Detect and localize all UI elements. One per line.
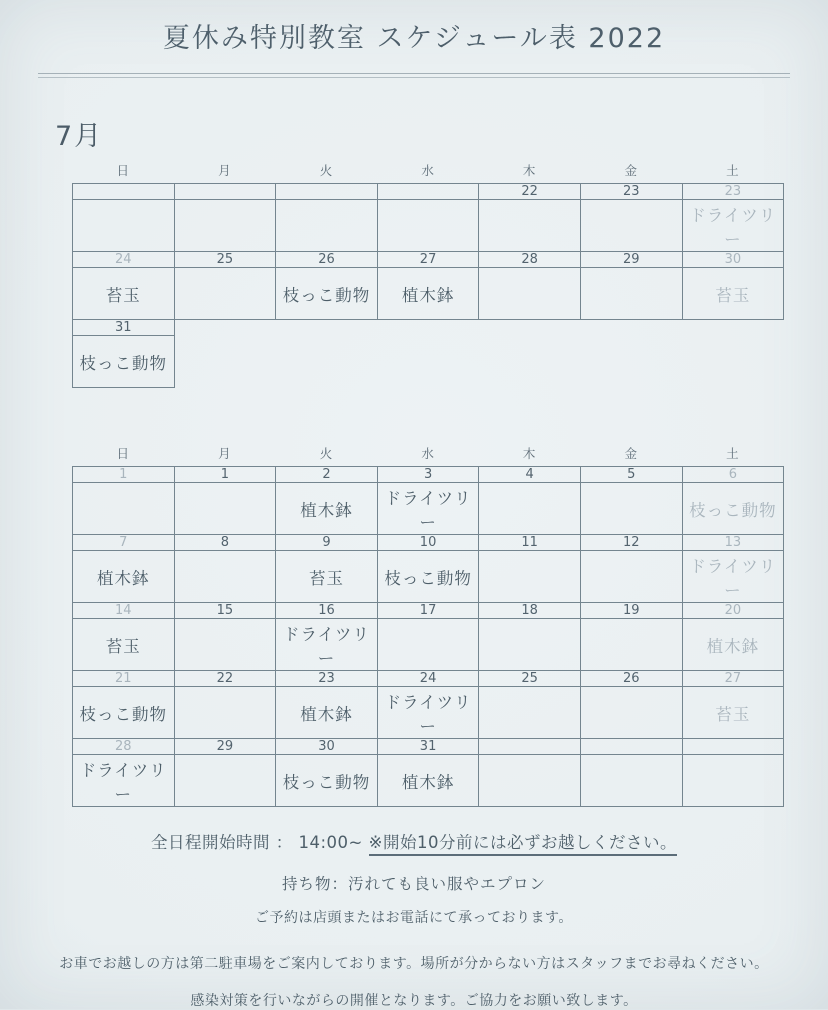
weekday-label: 火	[319, 163, 333, 178]
weekday-label: 金	[624, 163, 638, 178]
calendar-date-cell: 15	[174, 603, 276, 619]
calendar-date-cell	[377, 184, 479, 200]
weekday-header-row	[72, 161, 783, 179]
calendar-date-cell: 18	[479, 603, 581, 619]
calendar-date-cell	[174, 184, 276, 200]
calendar-event-cell: 植木鉢	[377, 268, 479, 320]
calendar-grid	[72, 183, 784, 388]
week-date-row	[73, 184, 784, 200]
weekday-label: 金	[624, 446, 638, 461]
calendar-date-cell	[682, 739, 784, 755]
calendar-date-cell: 11	[479, 535, 581, 551]
weekday-label: 月	[218, 446, 231, 461]
calendar-event-cell	[174, 268, 276, 320]
week-label-row	[73, 619, 784, 671]
calendar-event-cell: ドライツリー	[276, 619, 378, 671]
weekday-header-row	[72, 444, 783, 462]
weekday-label: 木	[522, 446, 536, 461]
weekday-label: 水	[421, 446, 434, 461]
calendar-event-cell	[682, 755, 784, 807]
calendar-date-cell: 5	[580, 467, 682, 483]
calendar-event-cell: ドライツリー	[377, 687, 479, 739]
calendar-date-cell: 14	[73, 603, 175, 619]
calendar-event-cell	[479, 200, 581, 252]
calendar-date-cell: 25	[479, 671, 581, 687]
calendar-event-cell	[174, 200, 276, 252]
calendar-date-cell	[580, 739, 682, 755]
week-date-row	[73, 252, 784, 268]
calendar-grid	[72, 466, 784, 807]
calendar-date-cell: 22	[479, 184, 581, 200]
calendar-event-cell: 植木鉢	[682, 619, 784, 671]
calendar-date-cell: 22	[174, 671, 276, 687]
calendar-date-cell: 10	[377, 535, 479, 551]
calendar-event-cell: 苔玉	[682, 268, 784, 320]
calendar-date-cell: 16	[276, 603, 378, 619]
calendar-date-cell: 1	[174, 467, 276, 483]
calendar-event-cell	[580, 268, 682, 320]
calendar-event-cell: 枝っこ動物	[73, 687, 175, 739]
calendar-event-cell	[73, 483, 175, 535]
calendar-date-cell: 1	[73, 467, 175, 483]
calendar-date-cell: 23	[580, 184, 682, 200]
calendar-event-cell: 植木鉢	[377, 755, 479, 807]
calendar-event-cell	[479, 619, 581, 671]
calendar-event-cell	[174, 551, 276, 603]
calendar-date-cell: 9	[276, 535, 378, 551]
month-label: 7月	[55, 121, 104, 152]
calendar-date-cell: 4	[479, 467, 581, 483]
calendar-event-cell	[174, 619, 276, 671]
week-date-row	[73, 671, 784, 687]
week-date-row	[73, 739, 784, 755]
week-label-row	[73, 687, 784, 739]
calendar-date-cell: 30	[276, 739, 378, 755]
calendar-event-cell	[174, 755, 276, 807]
calendar-event-cell	[580, 619, 682, 671]
calendar-date-cell: 8	[174, 535, 276, 551]
week-label-row	[73, 200, 784, 252]
calendar-date-cell: 23	[682, 184, 784, 200]
calendar-date-cell: 29	[174, 739, 276, 755]
calendar-date-cell: 24	[73, 252, 175, 268]
weekday-label: 水	[421, 163, 434, 178]
calendar-date-cell: 29	[580, 252, 682, 268]
calendar-event-cell	[174, 687, 276, 739]
calendar-date-cell	[73, 184, 175, 200]
calendar-event-cell: 枝っこ動物	[682, 483, 784, 535]
calendar-date-cell: 26	[580, 671, 682, 687]
calendar-event-cell	[377, 619, 479, 671]
belongings-line: 持ち物：汚れても良い服やエプロン	[281, 875, 546, 893]
calendar-date-cell: 31	[73, 320, 175, 336]
calendar-date-cell: 31	[377, 739, 479, 755]
calendar-date-cell: 23	[276, 671, 378, 687]
week-label-row	[73, 483, 784, 535]
calendar-date-cell: 2	[276, 467, 378, 483]
july-calendar	[72, 161, 784, 388]
weekday-label: 火	[319, 446, 333, 461]
page-title: 夏休み特別教室 スケジュール表 2022	[162, 23, 666, 54]
calendar-date-cell: 28	[73, 739, 175, 755]
weekday-label: 月	[218, 163, 231, 178]
start-time-text: 全日程開始時間 ： 14:00~	[151, 833, 369, 852]
parking-line: お車でお越しの方は第二駐車場をご案内しております。場所が分からない方はスタッフまでお尋ねください。	[59, 956, 769, 972]
calendar-date-cell: 12	[580, 535, 682, 551]
calendar-event-cell: 植木鉢	[276, 687, 378, 739]
calendar-date-cell: 19	[580, 603, 682, 619]
calendar-event-cell	[479, 268, 581, 320]
calendar-event-cell: ドライツリー	[73, 755, 175, 807]
calendar-event-cell: 枝っこ動物	[73, 336, 175, 388]
calendar-date-cell: 28	[479, 252, 581, 268]
calendar-event-cell	[276, 200, 378, 252]
calendar-event-cell	[580, 483, 682, 535]
calendar-date-cell: 17	[377, 603, 479, 619]
weekday-label: 土	[726, 163, 739, 178]
calendar-date-cell: 27	[682, 671, 784, 687]
calendar-event-cell: 枝っこ動物	[276, 268, 378, 320]
august-calendar	[72, 444, 784, 807]
calendar-date-cell: 26	[276, 252, 378, 268]
calendar-event-cell	[73, 200, 175, 252]
footer-notes	[0, 829, 828, 1010]
calendar-event-cell	[377, 200, 479, 252]
calendar-event-cell	[580, 755, 682, 807]
reservation-line: ご予約は店頭またはお電話にて承っております。	[255, 910, 573, 926]
week-label-row	[73, 551, 784, 603]
calendar-event-cell	[479, 483, 581, 535]
calendar-date-cell: 13	[682, 535, 784, 551]
calendar-event-cell	[580, 200, 682, 252]
week-label-row	[73, 336, 784, 388]
calendar-event-cell: ドライツリー	[377, 483, 479, 535]
calendar-event-cell	[479, 551, 581, 603]
calendar-event-cell	[479, 687, 581, 739]
weekday-label: 木	[522, 163, 536, 178]
calendar-event-cell: 植木鉢	[276, 483, 378, 535]
calendar-date-cell: 24	[377, 671, 479, 687]
week-date-row	[73, 320, 784, 336]
week-label-row	[73, 755, 784, 807]
calendar-date-cell: 7	[73, 535, 175, 551]
calendar-date-cell: 6	[682, 467, 784, 483]
calendar-date-cell: 27	[377, 252, 479, 268]
calendar-event-cell: 苔玉	[73, 268, 175, 320]
title-divider	[38, 73, 790, 78]
arrival-note-underlined: ※開始10分前には必ずお越しください。	[369, 833, 677, 856]
weekday-label: 日	[116, 446, 130, 461]
calendar-date-cell	[276, 184, 378, 200]
calendar-date-cell: 21	[73, 671, 175, 687]
calendar-event-cell: 枝っこ動物	[276, 755, 378, 807]
calendar-date-cell: 20	[682, 603, 784, 619]
calendar-event-cell: 苔玉	[276, 551, 378, 603]
weekday-label: 土	[726, 446, 739, 461]
calendar-event-cell: 苔玉	[73, 619, 175, 671]
calendar-event-cell: 植木鉢	[73, 551, 175, 603]
calendar-event-cell: ドライツリー	[682, 551, 784, 603]
calendar-event-cell	[580, 687, 682, 739]
calendar-event-cell	[580, 551, 682, 603]
infection-notice-line: 感染対策を行いながらの開催となります。ご協力をお願い致します。	[190, 993, 638, 1009]
calendar-date-cell: 25	[174, 252, 276, 268]
calendar-date-cell	[479, 739, 581, 755]
calendar-event-cell: 枝っこ動物	[377, 551, 479, 603]
weekday-label: 日	[116, 163, 130, 178]
week-date-row	[73, 603, 784, 619]
calendar-event-cell	[479, 755, 581, 807]
calendar-event-cell	[174, 483, 276, 535]
week-date-row	[73, 467, 784, 483]
calendar-event-cell: ドライツリー	[682, 200, 784, 252]
calendar-date-cell: 30	[682, 252, 784, 268]
start-time-line	[0, 829, 828, 853]
week-label-row	[73, 268, 784, 320]
calendar-date-cell: 3	[377, 467, 479, 483]
week-date-row	[73, 535, 784, 551]
calendar-event-cell: 苔玉	[682, 687, 784, 739]
